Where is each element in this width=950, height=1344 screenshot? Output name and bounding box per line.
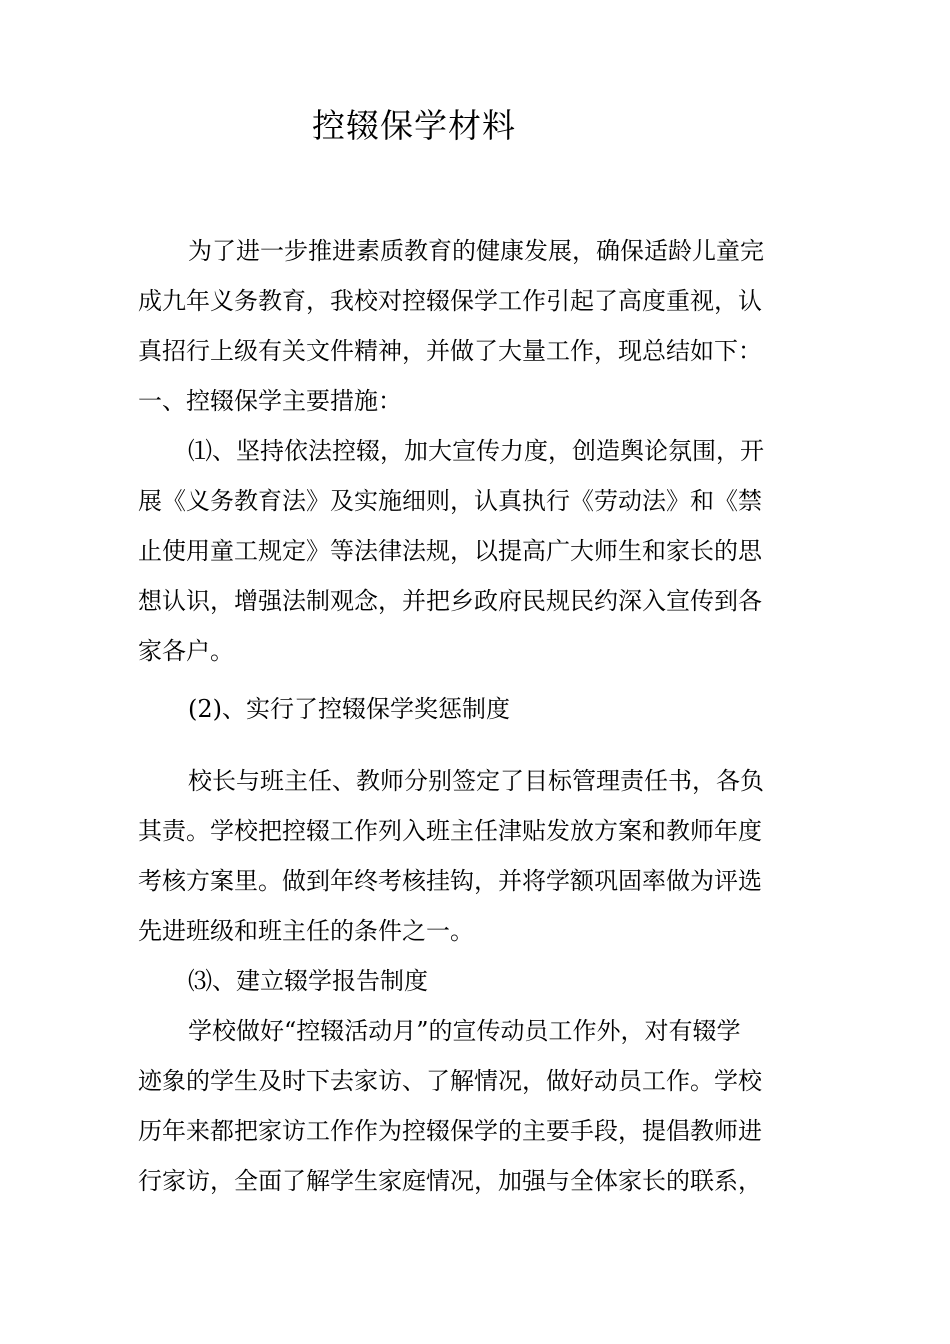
paragraph-line: 真招行上级有关文件精神，并做了大量工作，现总结如下： — [138, 337, 762, 365]
paragraph-line: 历年来都把家访工作作为控辍保学的主要手段，提倡教师进 — [138, 1117, 762, 1145]
page-title: 控辍保学材料 — [312, 106, 516, 145]
paragraph-line: 学校做好“控辍活动月”的宣传动员工作外，对有辍学 — [188, 1017, 741, 1045]
paragraph-line: 成九年义务教育，我校对控辍保学工作引起了高度重视，认 — [138, 287, 762, 315]
section-heading: 一、控辍保学主要措施： — [138, 387, 402, 415]
paragraph-line: ⑴、坚持依法控辍，加大宣传力度，创造舆论氛围，开 — [188, 437, 764, 465]
paragraph-line: 为了进一步推进素质教育的健康发展，确保适龄儿童完 — [188, 237, 764, 265]
paragraph-line: 行家访，全面了解学生家庭情况，加强与全体家长的联系， — [138, 1167, 762, 1195]
paragraph-line: 其责。学校把控辍工作列入班主任津贴发放方案和教师年度 — [138, 817, 762, 845]
paragraph-line: 止使用童工规定》等法律法规，以提高广大师生和家长的思 — [138, 537, 762, 565]
subsection-heading: ⑶、建立辍学报告制度 — [188, 967, 428, 995]
paragraph-line: 校长与班主任、教师分别签定了目标管理责任书，各负 — [188, 767, 764, 795]
paragraph-line: 考核方案里。做到年终考核挂钩，并将学额巩固率做为评选 — [138, 867, 762, 895]
paragraph-line: 展《义务教育法》及实施细则，认真执行《劳动法》和《禁 — [138, 487, 762, 515]
paragraph-line: 想认识，增强法制观念，并把乡政府民规民约深入宣传到各 — [138, 587, 762, 615]
paragraph-line: 迹象的学生及时下去家访、了解情况，做好动员工作。学校 — [138, 1067, 762, 1095]
paragraph-line: 家各户。 — [138, 637, 234, 665]
subsection-heading: (2)、实行了控辍保学奖惩制度 — [188, 695, 510, 723]
paragraph-line: 先进班级和班主任的条件之一。 — [138, 917, 474, 945]
